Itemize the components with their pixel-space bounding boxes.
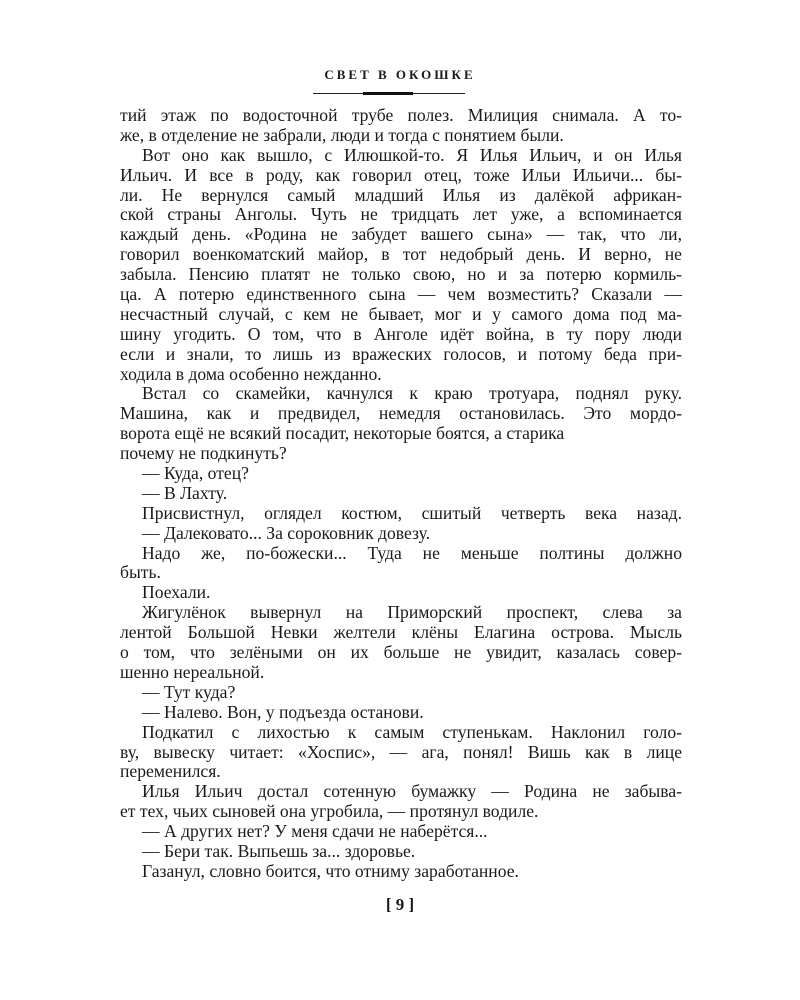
text-line: Надо же, по-божески... Туда не меньше полтины должно	[142, 542, 682, 563]
text-line: Ильич. И все в роду, как говорил отец, тоже Ильи Ильичи... бы-	[120, 164, 682, 185]
text-line: — Бери так. Выпьешь за... здоровье.	[142, 840, 416, 861]
header-rule-accent	[363, 92, 413, 95]
text-line: если и знали, то лишь из вражеских голосов, и потому беда при-	[120, 343, 682, 364]
text-line: ли. Не вернулся самый младший Илья из далёкой африкан-	[120, 184, 682, 205]
text-line: — Далековато... За сороковник довезу.	[142, 522, 431, 543]
text-line: Присвистнул, оглядел костюм, сшитый четверть века назад.	[142, 502, 682, 523]
text-line: Поехали.	[142, 582, 211, 603]
text-line: — Налево. Вон, у подъезда останови.	[142, 701, 424, 722]
text-line: ходила в дома особенно нежданно.	[120, 363, 382, 384]
header-rule	[313, 93, 465, 94]
text-line: же, в отделение не забрали, люди и тогда с понятием были.	[120, 124, 564, 145]
text-line: быть.	[120, 562, 161, 583]
page-number: [ 9 ]	[385, 895, 415, 914]
text-line: забыла. Пенсию платят не только свою, но и за потерю кормиль-	[120, 264, 682, 285]
text-line: Газанул, словно боится, что отниму заработанное.	[142, 860, 519, 881]
body-text	[120, 106, 682, 882]
text-line: — А других нет? У меня сдачи не наберётся...	[142, 821, 488, 842]
text-line: Жигулёнок вывернул на Приморский проспект, слева за	[142, 602, 682, 623]
text-line: о том, что зелёными он их больше не увидит, казалась совер-	[120, 642, 682, 663]
text-line: — Тут куда?	[142, 681, 236, 702]
text-line: тий этаж по водосточной трубе полез. Милиция снимала. А то-	[120, 105, 682, 125]
text-line: Вот оно как вышло, с Илюшкой-то. Я Илья Ильич, и он Илья	[142, 144, 682, 165]
text-line: Илья Ильич достал сотенную бумажку — Родина не забыва-	[142, 781, 682, 802]
text-line: почему не подкинуть?	[120, 443, 287, 464]
text-line: Машина, как и предвидел, немедля остановилась. Это мордо-	[120, 403, 682, 424]
text-line: Подкатил с лихостью к самым ступенькам. Наклонил голо-	[142, 721, 682, 742]
text-line: каждый день. «Родина не забудет вашего сына» — так, что ли,	[120, 224, 682, 245]
text-line: — Куда, отец?	[142, 463, 249, 484]
text-line: ца. А потерю единственного сына — чем возместить? Сказали —	[120, 284, 682, 305]
text-line: говорил военкоматский майор, в тот недобрый день. И верно, не	[120, 244, 682, 265]
text-line: ворота ещё не всякий посадит, некоторые боятся, а старика	[120, 423, 565, 444]
text-line: переменился.	[120, 761, 221, 782]
text-line: ской страны Анголы. Чуть не тридцать лет уже, а вспоминается	[120, 204, 682, 225]
text-line: ву, вывеску читает: «Хоспис», — ага, понял! Вишь как в лице	[120, 741, 682, 762]
running-title: СВЕТ В ОКОШКЕ	[324, 67, 476, 82]
text-line: шенно нереальной.	[120, 661, 265, 682]
text-line: Встал со скамейки, качнулся к краю тротуара, поднял руку.	[142, 383, 682, 404]
text-line: несчастный случай, с кем не бывает, мог и у самого дома под ма-	[120, 303, 682, 324]
running-header	[0, 66, 800, 84]
text-line: шину угодить. О том, что в Анголе идёт война, в ту пору люди	[120, 323, 682, 344]
text-line: ет тех, чьих сыновей она угробила, — протянул водиле.	[120, 801, 539, 822]
text-line: лентой Большой Невки желтели клёны Елагина острова. Мысль	[120, 622, 682, 643]
text-line: — В Лахту.	[142, 482, 228, 503]
